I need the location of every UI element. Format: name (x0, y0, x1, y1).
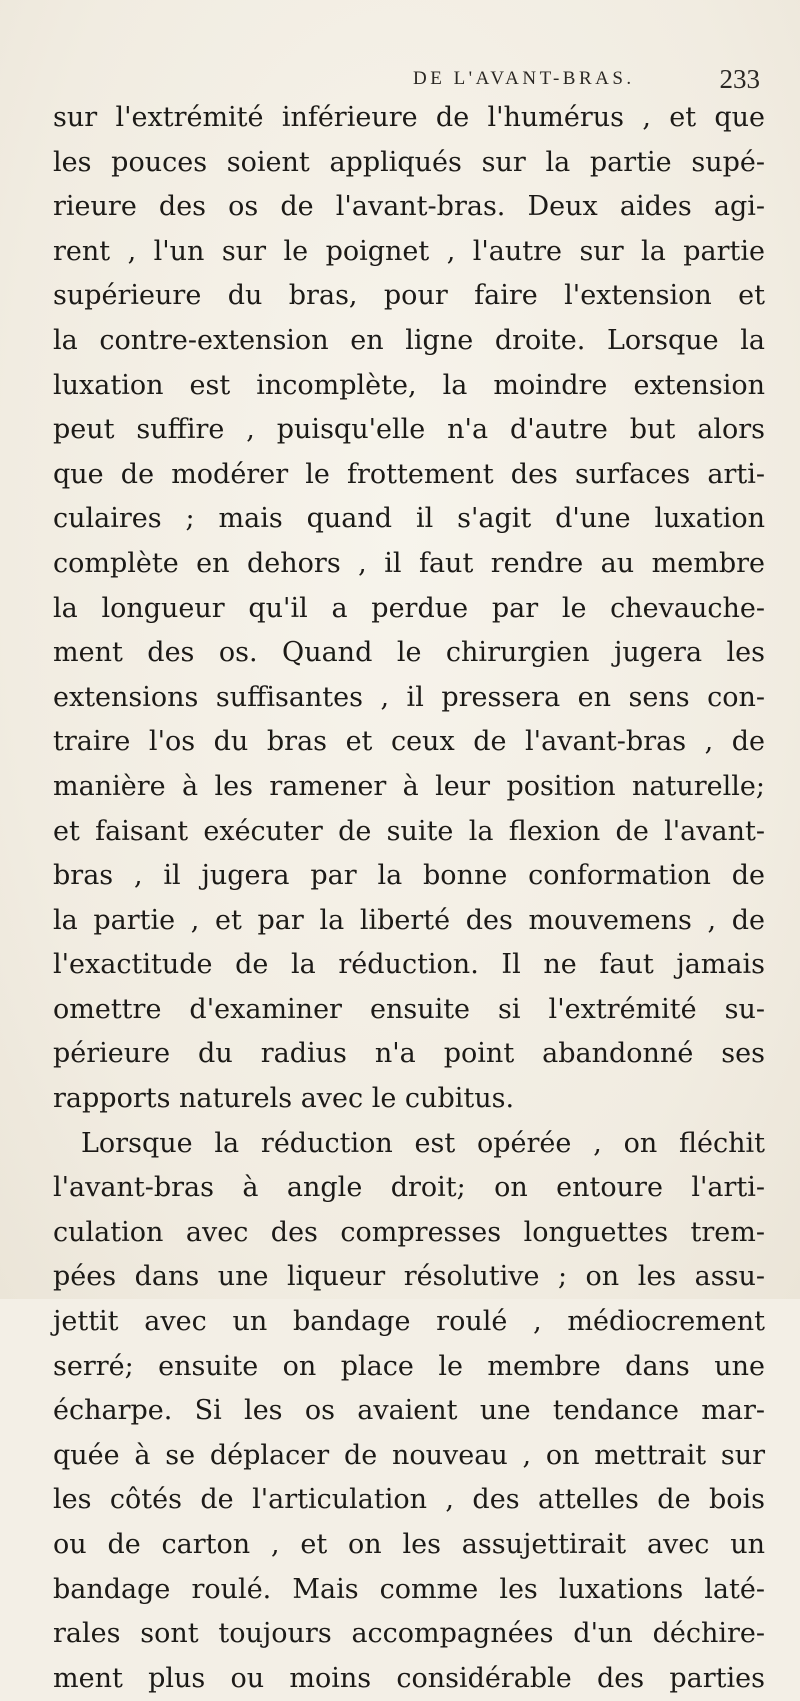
text-line: peut suffire , puisqu'elle n'a d'autre but alors (53, 414, 765, 446)
text-line: bras , il jugera par la bonne conformation de (53, 860, 765, 892)
text-line: omettre d'examiner ensuite si l'extrémité su- (53, 993, 765, 1025)
text-line: culation avec des compresses longuettes trem- (53, 1216, 765, 1248)
text-line: supérieure du bras, pour faire l'extension et (53, 280, 765, 312)
text-line: l'exactitude de la réduction. Il ne faut jamais (53, 949, 765, 981)
text-line: jettit avec un bandage roulé , médiocrement (53, 1306, 765, 1338)
body-text (53, 96, 765, 1701)
text-line: culaires ; mais quand il s'agit d'une luxation (53, 503, 765, 535)
text-line: la longueur qu'il a perdue par le chevauche- (53, 592, 765, 624)
text-line: luxation est incomplète, la moindre extension (53, 369, 765, 401)
text-line: bandage roulé. Mais comme les luxations laté- (53, 1573, 765, 1605)
paragraph-start-line: Lorsque la réduction est opérée , on fléchit (81, 1127, 765, 1159)
text-line: ment plus ou moins considérable des parties (53, 1662, 765, 1694)
text-line: rapports naturels avec le cubitus. (53, 1083, 515, 1115)
text-line: rieure des os de l'avant-bras. Deux aides agi- (53, 191, 765, 223)
text-line: sur l'extrémité inférieure de l'humérus , et que (53, 102, 765, 133)
text-line: extensions suffisantes , il pressera en sens con- (53, 681, 765, 713)
text-line: ment des os. Quand le chirurgien jugera les (53, 637, 765, 669)
text-line: complète en dehors , il faut rendre au membre (53, 547, 765, 579)
text-line: écharpe. Si les os avaient une tendance mar- (53, 1395, 765, 1427)
text-line: ou de carton , et on les assujettirait avec un (53, 1529, 765, 1560)
running-title: DE L'AVANT-BRAS. (413, 68, 635, 89)
text-line: serré; ensuite on place le membre dans une (53, 1350, 765, 1382)
text-line: les pouces soient appliqués sur la partie supé- (53, 146, 765, 178)
text-line: manière à les ramener à leur position naturelle; (53, 770, 765, 802)
text-line: la contre-extension en ligne droite. Lorsque la (53, 324, 765, 356)
text-line: pées dans une liqueur résolutive ; on les assu- (53, 1261, 765, 1293)
text-line: et faisant exécuter de suite la flexion de l'avant- (53, 815, 765, 847)
text-line: rent , l'un sur le poignet , l'autre sur la partie (53, 235, 765, 267)
text-line: les côtés de l'articulation , des attelles de bois (53, 1484, 765, 1516)
text-line: l'avant-bras à angle droit; on entoure l'arti- (53, 1172, 765, 1204)
text-line: rales sont toujours accompagnées d'un déchire- (53, 1618, 765, 1650)
text-line: traire l'os du bras et ceux de l'avant-bras , de (53, 726, 765, 758)
text-line: périeure du radius n'a point abandonné ses (53, 1038, 765, 1070)
text-line: que de modérer le frottement des surfaces arti- (53, 458, 765, 490)
text-line: la partie , et par la liberté des mouvemens , de (53, 904, 765, 936)
page-number: 233 (719, 64, 760, 94)
text-line: quée à se déplacer de nouveau , on mettrait sur (53, 1439, 765, 1471)
